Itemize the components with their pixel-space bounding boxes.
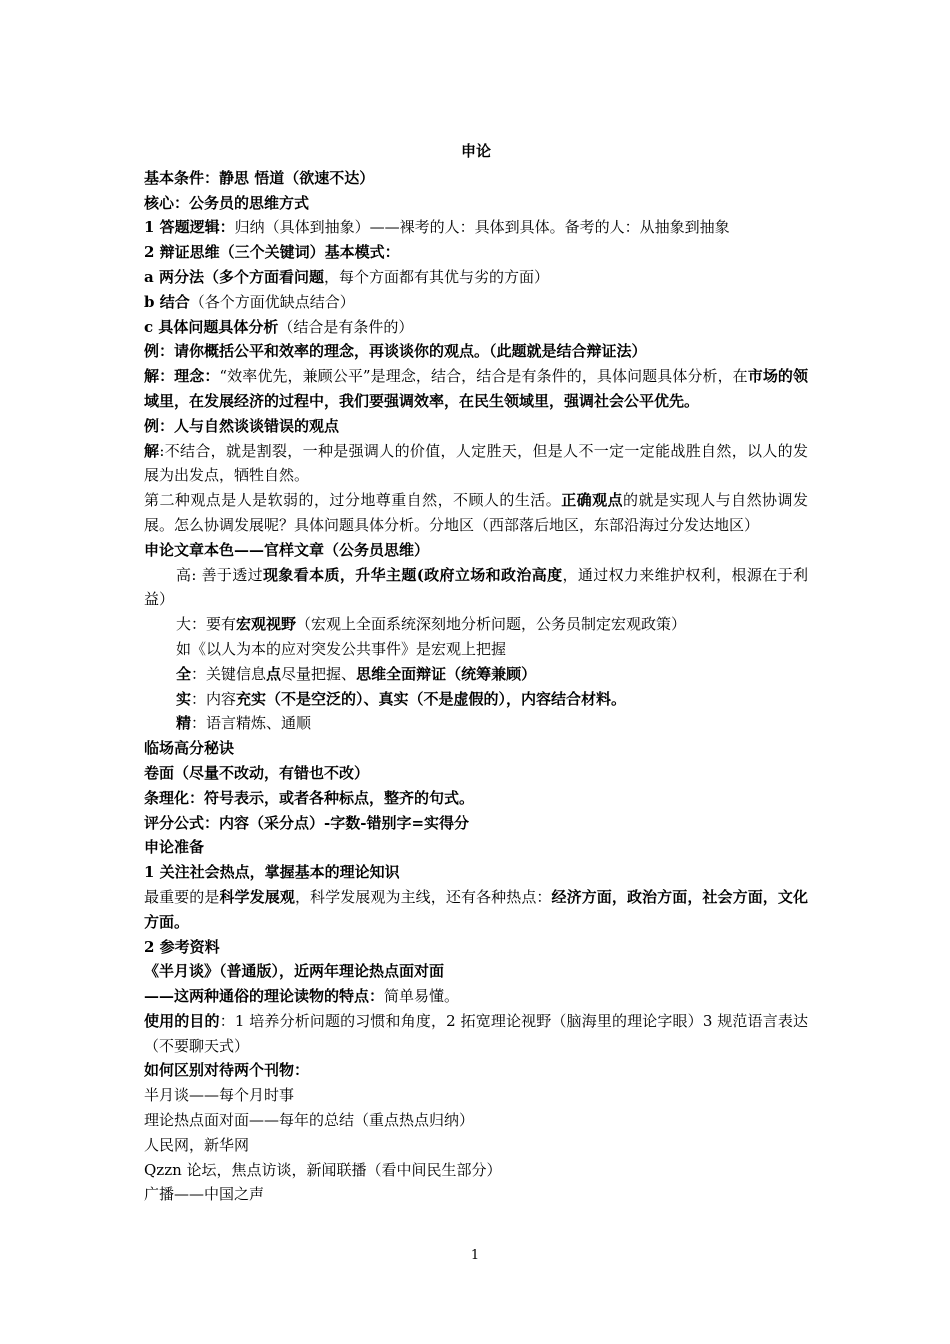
text-line: 核心：公务员的思维方式	[144, 193, 310, 212]
text-run: （结合是有条件的）	[278, 317, 414, 336]
text-run: 解：理念：	[144, 367, 220, 386]
text-run: 经济方面，政治方面，社会方面，文化方面。	[144, 887, 808, 931]
text-paragraph	[144, 488, 808, 538]
text-line	[144, 265, 808, 290]
text-run: ，通过权力来维护权利，根源在于利益）	[144, 565, 808, 609]
text-paragraph	[144, 439, 808, 489]
text-run: 科学发展观	[219, 887, 295, 906]
text-run: 尽量把握、	[281, 664, 357, 683]
text-run: : 善于透过	[191, 565, 264, 584]
text-run: 第二种观点是人是软弱的，过分地尊重自然，不顾人的生活。	[144, 491, 562, 510]
text-paragraph	[144, 1009, 808, 1059]
text-run: 简单易懂。	[384, 987, 460, 1006]
text-line: 如《以人为本的应对突发公共事件》是宏观上把握	[176, 639, 507, 658]
text-run: ——这两种通俗的理论读物的特点：	[144, 987, 385, 1006]
text-line: 广播——中国之声	[144, 1185, 265, 1204]
text-line: 理论热点面对面——每年的总结（重点热点归纳）	[144, 1111, 475, 1130]
text-run: 精	[176, 714, 192, 733]
text-run: ：1 培养分析问题的习惯和角度，2 拓宽理论视野（脑海里的理论字眼）3 规范语言表达（不要聊天式）	[144, 1011, 808, 1055]
text-line: 评分公式：内容（采分点）-字数-错别字=实得分	[144, 813, 470, 832]
text-line	[144, 290, 808, 315]
text-line: 卷面（尽量不改动，有错也不改）	[144, 763, 370, 782]
text-run: 全	[176, 664, 192, 683]
text-line	[144, 662, 808, 687]
text-run: :不结合，就是割裂，一种是强调人的价值，人定胜天，但是人不一定一定能战胜自然，以人的发展为出发点，牺牲自然。	[144, 441, 808, 485]
text-paragraph	[144, 563, 808, 613]
text-run: （宏观上全面系统深刻地分析问题，公务员制定宏观政策）	[296, 615, 687, 634]
text-line	[144, 711, 808, 736]
text-line: 2 辩证思维（三个关键词）基本模式：	[144, 243, 400, 262]
text-run: 充实（不是空泛的）、真实（不是虚假的），内容结合材料。	[236, 689, 627, 708]
text-line	[144, 612, 808, 637]
text-run: 解	[144, 441, 160, 460]
text-line: 如何区别对待两个刊物：	[144, 1061, 310, 1080]
document-body	[144, 124, 808, 1207]
text-run: 现象看本质，升华主题	[263, 565, 417, 584]
text-line: 申论文章本色——官样文章（公务员思维）	[144, 540, 430, 559]
text-line: 1 关注社会热点，掌握基本的理论知识	[144, 863, 400, 882]
text-line: 临场高分秘诀	[144, 739, 235, 758]
text-run: 实	[176, 689, 192, 708]
text-line: 条理化：符号表示，或者各种标点，整齐的句式。	[144, 788, 475, 807]
text-run: ：要有	[191, 615, 237, 634]
text-line: Qzzn 论坛，焦点访谈，新闻联播（看中间民生部分）	[144, 1160, 502, 1179]
text-run: 归纳（具体到抽象）——裸考的人：具体到具体。备考的人：从抽象到抽象	[234, 218, 730, 237]
text-line: 半月谈——每个月时事	[144, 1086, 295, 1105]
text-run: ：语言精炼、通顺	[191, 714, 312, 733]
text-run: b 结合	[144, 292, 190, 311]
text-run: 高	[176, 565, 192, 584]
text-paragraph	[144, 885, 808, 935]
text-line: 《半月谈》（普通版），近两年理论热点面对面	[144, 962, 445, 981]
text-line	[144, 315, 808, 340]
text-run: 大	[176, 615, 192, 634]
text-line	[144, 687, 808, 712]
text-line: 例：人与自然谈谈错误的观点	[144, 416, 340, 435]
text-run: “效率优先，兼顾公平”是理念，结合，结合是有条件的，具体问题具体分析，在	[219, 367, 748, 386]
text-run: 最重要的是	[144, 887, 220, 906]
text-run: 1 答题逻辑：	[144, 218, 235, 237]
text-run: 宏观视野	[236, 615, 297, 634]
text-line: 2 参考资料	[144, 937, 220, 956]
text-run: ：内容	[191, 689, 237, 708]
text-line: 人民网，新华网	[144, 1135, 250, 1154]
text-line: 例：请你概括公平和效率的理念，再谈谈你的观点。（此题就是结合辩证法）	[144, 342, 647, 361]
text-line	[144, 215, 808, 240]
text-run: （各个方面优缺点结合）	[189, 292, 355, 311]
text-line: 申论准备	[144, 838, 205, 857]
text-paragraph	[144, 364, 808, 414]
text-run: ：关键信息	[191, 664, 267, 683]
text-run: 思维全面辩证（统筹兼顾）	[356, 664, 537, 683]
text-run: ，科学发展观为主线，还有各种热点：	[294, 887, 552, 906]
text-run: 使用的目的	[144, 1011, 220, 1030]
text-run: 正确观点	[561, 491, 623, 510]
text-run: c 具体问题具体分析	[144, 317, 279, 336]
text-run: (政府立场和政治高度	[416, 565, 563, 584]
text-run: 点	[266, 664, 282, 683]
page-number: 1	[470, 1248, 480, 1263]
text-run: 市场的领域里，在发展经济的过程中，我们要强调效率，在民生领域里，强调社会公平优先。	[144, 367, 808, 410]
text-run: 的就是实现人与自然协调发展。怎么协调发展呢？具体问题具体分析。分地区（西部落后地区，东部沿海过分发达地区）	[144, 491, 808, 534]
text-run: ，每个方面都有其优与劣的方面）	[323, 267, 549, 286]
page-title: 申论	[460, 142, 491, 160]
text-line	[144, 984, 808, 1009]
text-run: a 两分法（多个方面看问题	[144, 267, 324, 286]
text-line: 基本条件：静思 悟道（欲速不达）	[144, 168, 375, 187]
